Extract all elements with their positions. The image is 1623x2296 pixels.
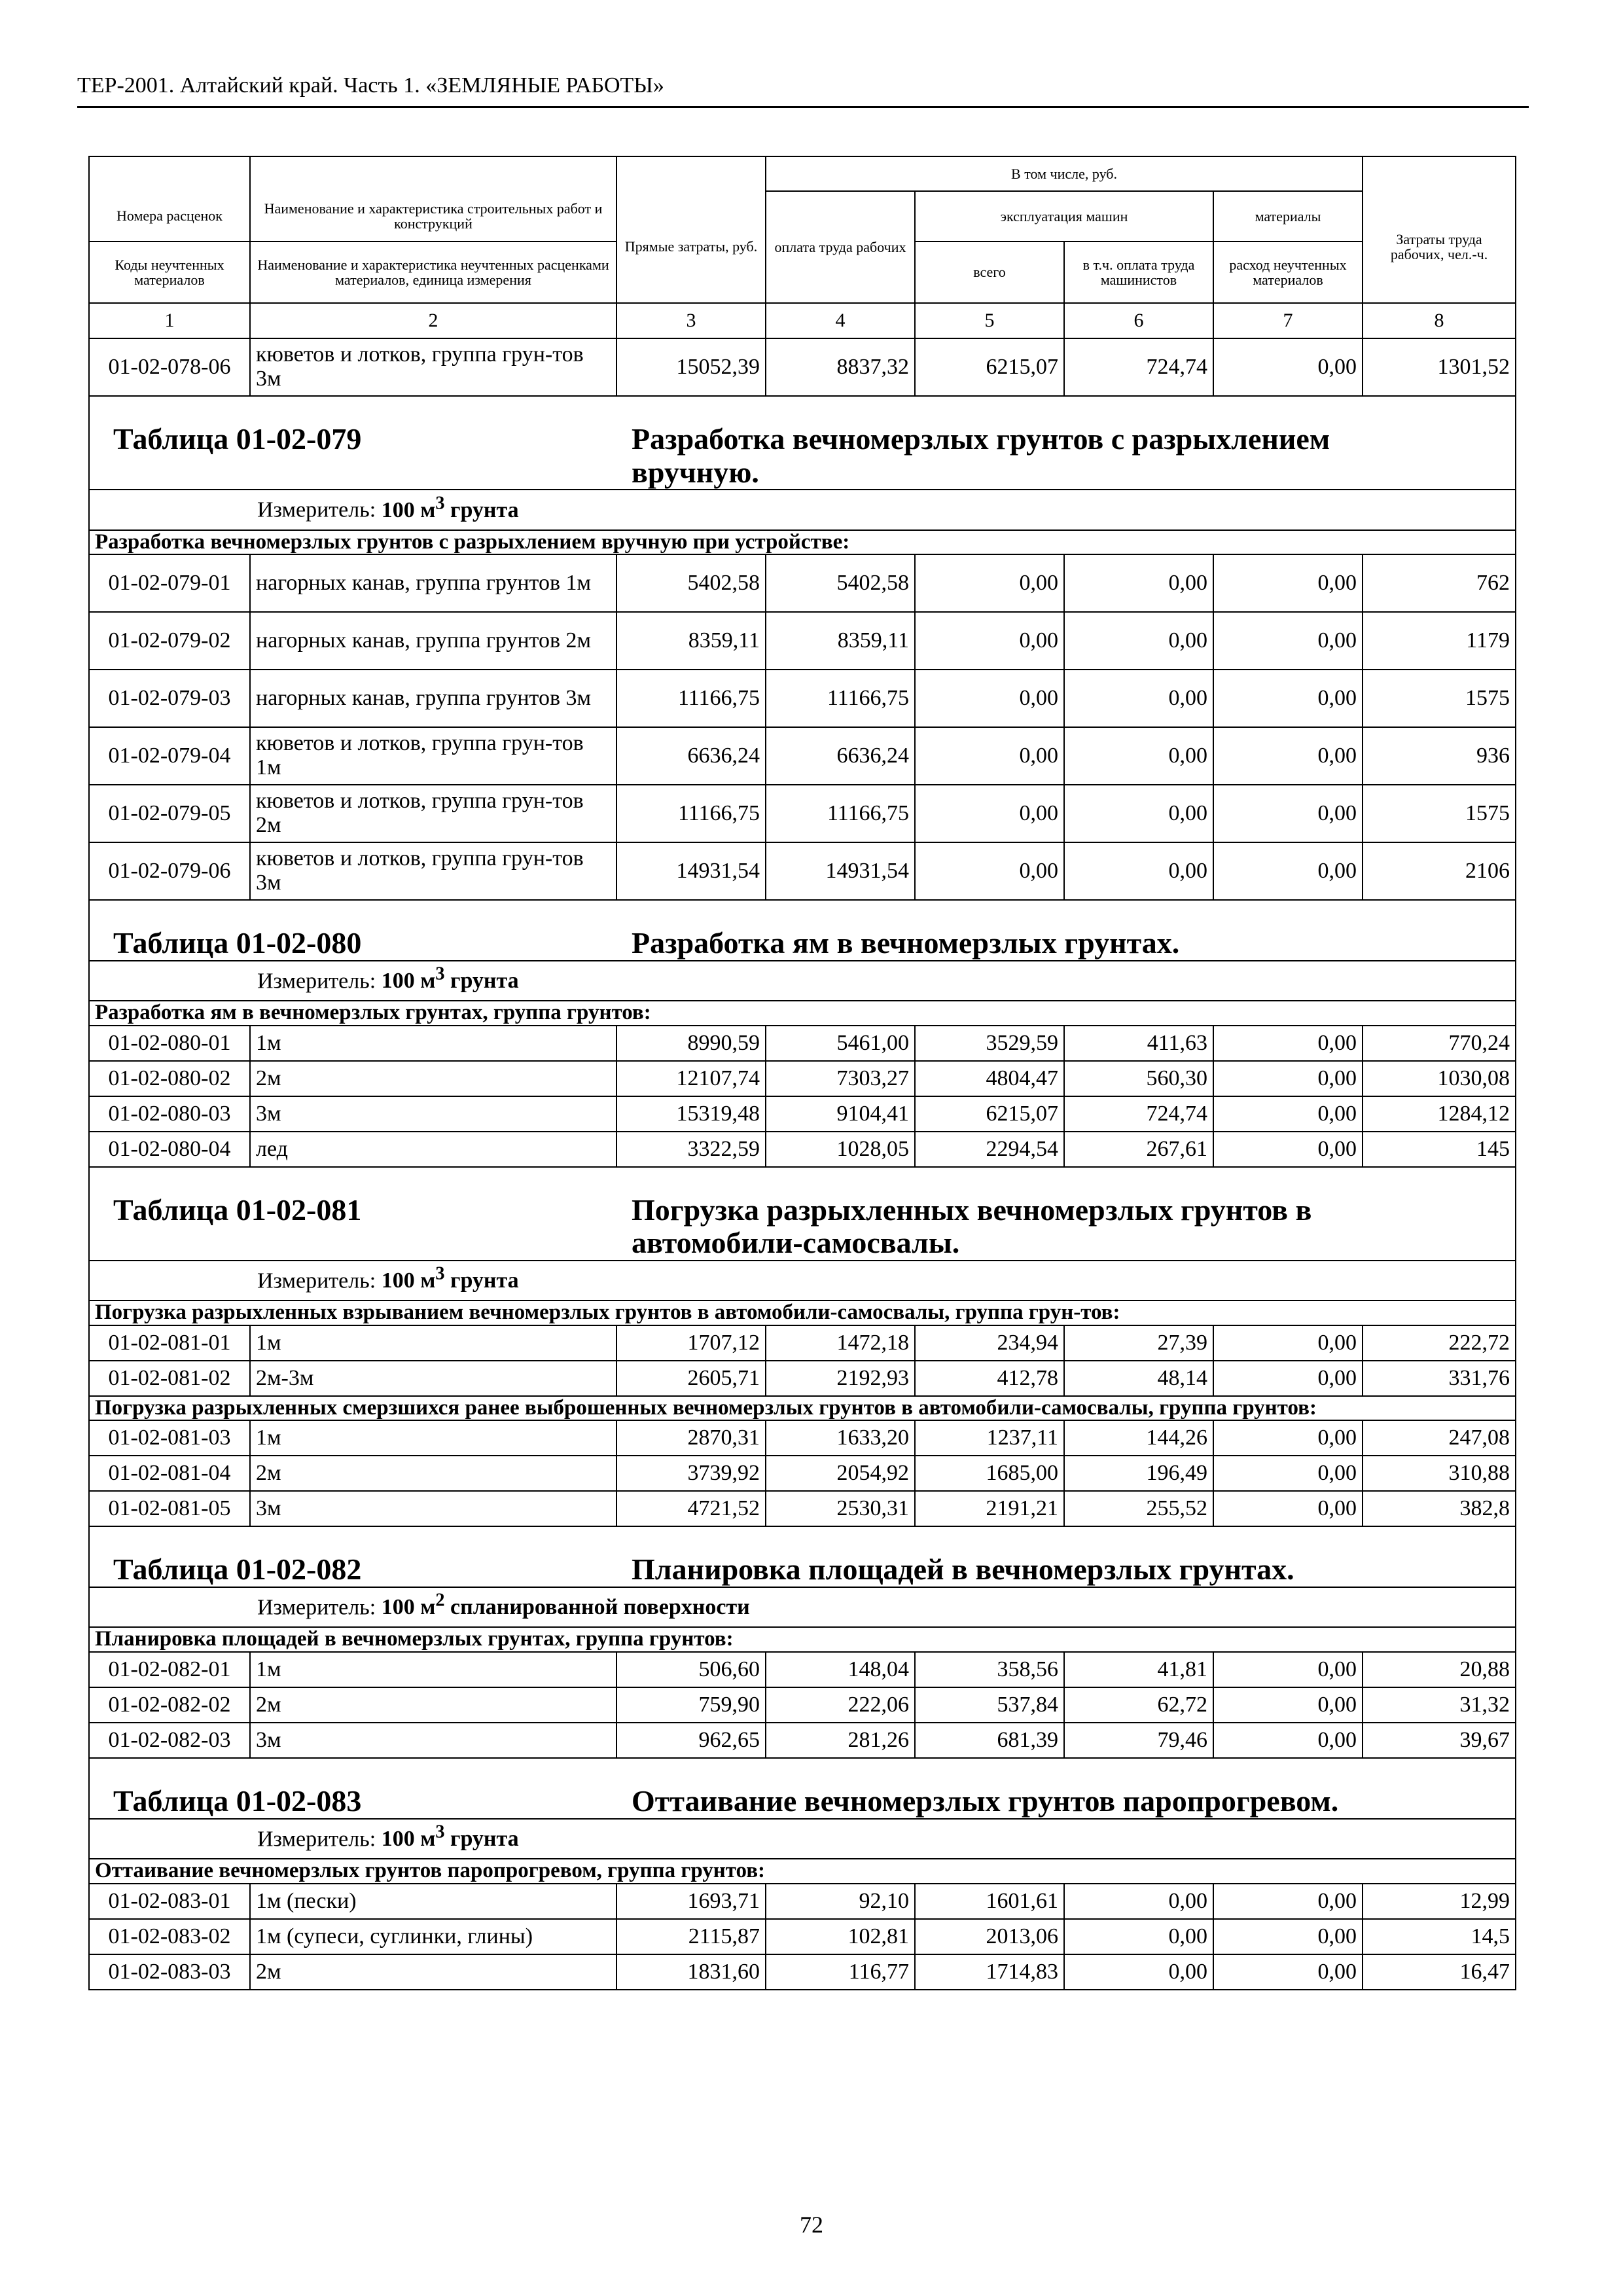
rate-value: 16,47 — [1363, 1954, 1516, 1990]
rate-value: 6636,24 — [766, 727, 915, 785]
unit-line — [95, 1588, 1510, 1626]
rate-value: 148,04 — [766, 1652, 915, 1687]
rate-value: 3739,92 — [616, 1456, 766, 1491]
table-row — [89, 1652, 1516, 1687]
rate-value: 27,39 — [1064, 1325, 1213, 1361]
rate-value: 0,00 — [1213, 612, 1363, 670]
table-row — [89, 1061, 1516, 1096]
header-col2-top: Наименование и характеристика строительных работ и конструкций — [250, 191, 616, 242]
table-row — [89, 1884, 1516, 1919]
rate-value: 8837,32 — [766, 338, 915, 396]
section-heading: Погрузка разрыхленных взрыванием вечномерзлых грунтов в автомобили-самосвалы, группа грун-тов: — [89, 1300, 1516, 1325]
rate-value: 0,00 — [915, 554, 1064, 612]
table-number: Таблица 01-02-080 — [113, 926, 362, 960]
section-heading: Планировка площадей в вечномерзлых грунтах, группа грунтов: — [89, 1627, 1516, 1652]
rate-value: 0,00 — [1064, 554, 1213, 612]
rate-value: 6636,24 — [616, 727, 766, 785]
table-title: Разработка ям в вечномерзлых грунтах. — [632, 926, 1180, 960]
rate-value: 1575 — [1363, 785, 1516, 842]
table-title-row — [89, 900, 1516, 961]
table-row — [89, 670, 1516, 727]
rate-value: 1030,08 — [1363, 1061, 1516, 1096]
rate-name: 1м — [250, 1325, 616, 1361]
table-title-row — [89, 1526, 1516, 1587]
unit-row — [89, 1261, 1516, 1300]
rate-value: 15052,39 — [616, 338, 766, 396]
unit-base: 100 м — [381, 1826, 436, 1851]
rate-value: 14,5 — [1363, 1919, 1516, 1954]
rate-value: 0,00 — [1064, 670, 1213, 727]
rate-value: 3529,59 — [915, 1026, 1064, 1061]
rate-value: 331,76 — [1363, 1361, 1516, 1396]
rate-value: 2870,31 — [616, 1420, 766, 1456]
table-row — [89, 785, 1516, 842]
table-number: Таблица 01-02-083 — [113, 1784, 362, 1818]
unit-subject: грунта — [444, 1826, 519, 1851]
rate-value: 2115,87 — [616, 1919, 766, 1954]
rate-value: 222,06 — [766, 1687, 915, 1723]
header-col1-top: Номера расценок — [89, 191, 250, 242]
unit-line — [95, 961, 1510, 1000]
rate-value: 92,10 — [766, 1884, 915, 1919]
rate-value: 8990,59 — [616, 1026, 766, 1061]
rate-value: 0,00 — [1213, 1652, 1363, 1687]
header-col1-bottom: Коды неучтенных материалов — [89, 242, 250, 303]
rate-value: 0,00 — [915, 612, 1064, 670]
rate-name: кюветов и лотков, группа грун-тов 2м — [250, 785, 616, 842]
unit-subject: грунта — [444, 497, 519, 522]
unit-base: 100 м — [381, 1268, 436, 1293]
rate-value: 0,00 — [1064, 1919, 1213, 1954]
col-number: 8 — [1363, 303, 1516, 338]
rate-value: 681,39 — [915, 1723, 1064, 1758]
rate-code: 01-02-080-03 — [89, 1096, 250, 1132]
rate-value: 247,08 — [1363, 1420, 1516, 1456]
rate-code: 01-02-083-03 — [89, 1954, 250, 1990]
table-number: Таблица 01-02-079 — [113, 422, 362, 456]
header-row-1 — [89, 156, 1516, 191]
unit-label: Измеритель: — [257, 969, 376, 994]
unit-row — [89, 1819, 1516, 1859]
rate-value: 2054,92 — [766, 1456, 915, 1491]
rate-value: 2013,06 — [915, 1919, 1064, 1954]
unit-row — [89, 1587, 1516, 1627]
rate-value: 39,67 — [1363, 1723, 1516, 1758]
rate-code: 01-02-080-04 — [89, 1132, 250, 1167]
rate-value: 31,32 — [1363, 1687, 1516, 1723]
table-title: Планировка площадей в вечномерзлых грунтах. — [632, 1552, 1294, 1587]
rate-value: 0,00 — [1213, 1325, 1363, 1361]
section-row — [89, 1859, 1516, 1884]
rate-value: 8359,11 — [766, 612, 915, 670]
rate-value: 759,90 — [616, 1687, 766, 1723]
unit-base: 100 м — [381, 497, 436, 522]
rate-value: 2192,93 — [766, 1361, 915, 1396]
table-row — [89, 842, 1516, 900]
rate-value: 537,84 — [915, 1687, 1064, 1723]
page-number: 72 — [800, 2212, 823, 2238]
header-number-row — [89, 303, 1516, 338]
rate-value: 0,00 — [1213, 1026, 1363, 1061]
rate-value: 936 — [1363, 727, 1516, 785]
rate-value: 281,26 — [766, 1723, 915, 1758]
table-number: Таблица 01-02-081 — [113, 1193, 362, 1227]
table-row — [89, 1420, 1516, 1456]
col-number: 7 — [1213, 303, 1363, 338]
rate-value: 0,00 — [915, 670, 1064, 727]
table-title: Погрузка разрыхленных вечномерзлых грунтов в автомобили-самосвалы. — [632, 1193, 1312, 1260]
table-row — [89, 727, 1516, 785]
rate-value: 14931,54 — [616, 842, 766, 900]
rate-value: 412,78 — [915, 1361, 1064, 1396]
rate-value: 255,52 — [1064, 1491, 1213, 1526]
table-row — [89, 1325, 1516, 1361]
table-row — [89, 338, 1516, 396]
rate-value: 1693,71 — [616, 1884, 766, 1919]
table-row — [89, 1361, 1516, 1396]
rate-code: 01-02-079-02 — [89, 612, 250, 670]
rate-value: 0,00 — [1213, 554, 1363, 612]
rate-value: 0,00 — [1213, 842, 1363, 900]
section-row — [89, 1001, 1516, 1026]
rate-value: 3322,59 — [616, 1132, 766, 1167]
rate-value: 5402,58 — [616, 554, 766, 612]
rate-name: нагорных канав, группа грунтов 3м — [250, 670, 616, 727]
running-head: ТЕР-2001. Алтайский край. Часть 1. «ЗЕМЛЯНЫЕ РАБОТЫ» — [77, 73, 664, 98]
rate-value: 1633,20 — [766, 1420, 915, 1456]
rate-value: 5461,00 — [766, 1026, 915, 1061]
unit-base: 100 м — [381, 969, 436, 994]
rate-name: кюветов и лотков, группа грун-тов 3м — [250, 842, 616, 900]
rate-value: 506,60 — [616, 1652, 766, 1687]
unit-exponent: 3 — [435, 1263, 445, 1284]
rate-name: лед — [250, 1132, 616, 1167]
section-heading: Разработка вечномерзлых грунтов с разрыхлением вручную при устройстве: — [89, 530, 1516, 555]
table-row — [89, 612, 1516, 670]
rate-value: 0,00 — [915, 785, 1064, 842]
rate-name: нагорных канав, группа грунтов 2м — [250, 612, 616, 670]
rate-value: 724,74 — [1064, 338, 1213, 396]
rate-value: 0,00 — [1064, 1954, 1213, 1990]
rate-value: 20,88 — [1363, 1652, 1516, 1687]
unit-label: Измеритель: — [257, 1826, 376, 1851]
rate-value: 1237,11 — [915, 1420, 1064, 1456]
rate-value: 0,00 — [1213, 338, 1363, 396]
header-materials: материалы — [1213, 191, 1363, 242]
col-number: 6 — [1064, 303, 1213, 338]
rate-value: 41,81 — [1064, 1652, 1213, 1687]
rate-code: 01-02-082-02 — [89, 1687, 250, 1723]
unit-label: Измеритель: — [257, 497, 376, 522]
section-heading: Погрузка разрыхленных смерзшихся ранее выброшенных вечномерзлых грунтов в автомобили-самосвалы, группа грунтов: — [89, 1396, 1516, 1421]
unit-line — [95, 1261, 1510, 1300]
unit-value — [381, 1590, 750, 1620]
rate-code: 01-02-078-06 — [89, 338, 250, 396]
rate-value: 0,00 — [1213, 1456, 1363, 1491]
rate-value: 5402,58 — [766, 554, 915, 612]
rate-value: 1028,05 — [766, 1132, 915, 1167]
unit-line — [95, 490, 1510, 529]
section-heading: Оттаивание вечномерзлых грунтов паропрогревом, группа грунтов: — [89, 1859, 1516, 1884]
rate-value: 4721,52 — [616, 1491, 766, 1526]
rate-value: 770,24 — [1363, 1026, 1516, 1061]
rate-code: 01-02-079-06 — [89, 842, 250, 900]
rate-value: 560,30 — [1064, 1061, 1213, 1096]
rate-value: 0,00 — [1213, 1723, 1363, 1758]
rate-value: 9104,41 — [766, 1096, 915, 1132]
rate-value: 11166,75 — [766, 785, 915, 842]
rate-code: 01-02-081-01 — [89, 1325, 250, 1361]
rate-value: 0,00 — [1213, 1361, 1363, 1396]
table-row — [89, 1096, 1516, 1132]
rate-value: 116,77 — [766, 1954, 915, 1990]
header-machines: эксплуатация машин — [915, 191, 1213, 242]
table-row — [89, 1491, 1516, 1526]
rate-value: 962,65 — [616, 1723, 766, 1758]
unit-value — [381, 493, 519, 522]
rate-name: 2м — [250, 1061, 616, 1096]
unit-label: Измеритель: — [257, 1595, 376, 1620]
rate-value: 1685,00 — [915, 1456, 1064, 1491]
rate-name: кюветов и лотков, группа грун-тов 1м — [250, 727, 616, 785]
rate-code: 01-02-082-01 — [89, 1652, 250, 1687]
rate-value: 0,00 — [1213, 670, 1363, 727]
rate-value: 145 — [1363, 1132, 1516, 1167]
rate-value: 0,00 — [1064, 785, 1213, 842]
section-row — [89, 1396, 1516, 1421]
table-title: Разработка вечномерзлых грунтов с разрыхлением вручную. — [632, 422, 1330, 489]
unit-subject: спланированной поверхности — [444, 1595, 750, 1620]
rate-value: 0,00 — [1213, 1954, 1363, 1990]
rate-name: 3м — [250, 1723, 616, 1758]
rate-value: 4804,47 — [915, 1061, 1064, 1096]
table-row — [89, 1456, 1516, 1491]
rate-value: 0,00 — [1213, 1919, 1363, 1954]
rate-value: 11166,75 — [766, 670, 915, 727]
rate-value: 1601,61 — [915, 1884, 1064, 1919]
rate-value: 358,56 — [915, 1652, 1064, 1687]
rate-value: 382,8 — [1363, 1491, 1516, 1526]
col-number: 4 — [766, 303, 915, 338]
rate-value: 2106 — [1363, 842, 1516, 900]
table-row — [89, 1954, 1516, 1990]
rate-value: 2605,71 — [616, 1361, 766, 1396]
rate-name: 2м — [250, 1954, 616, 1990]
rate-value: 0,00 — [1213, 727, 1363, 785]
rate-code: 01-02-081-05 — [89, 1491, 250, 1526]
header-col2-bottom: Наименование и характеристика неучтенных расценками материалов, единица измерения — [250, 242, 616, 303]
rate-value: 1301,52 — [1363, 338, 1516, 396]
rate-name: 2м-3м — [250, 1361, 616, 1396]
header-col8: Затраты труда рабочих, чел.-ч. — [1363, 191, 1516, 303]
rate-value: 0,00 — [1064, 1884, 1213, 1919]
table-row — [89, 1687, 1516, 1723]
rate-value: 11166,75 — [616, 670, 766, 727]
rate-code: 01-02-079-01 — [89, 554, 250, 612]
rate-name: 2м — [250, 1456, 616, 1491]
unit-subject: грунта — [444, 1268, 519, 1293]
rate-value: 724,74 — [1064, 1096, 1213, 1132]
rate-value: 310,88 — [1363, 1456, 1516, 1491]
rate-value: 0,00 — [1213, 785, 1363, 842]
rate-code: 01-02-080-01 — [89, 1026, 250, 1061]
rate-value: 0,00 — [915, 727, 1064, 785]
header-rule — [77, 106, 1529, 108]
table-row — [89, 554, 1516, 612]
table-number: Таблица 01-02-082 — [113, 1552, 362, 1587]
section-row — [89, 530, 1516, 555]
rate-code: 01-02-083-02 — [89, 1919, 250, 1954]
rate-value: 0,00 — [1213, 1420, 1363, 1456]
rate-value: 0,00 — [1213, 1061, 1363, 1096]
rate-value: 0,00 — [1213, 1491, 1363, 1526]
unit-exponent: 3 — [435, 963, 445, 984]
rates-table — [88, 156, 1516, 1990]
rate-value: 1714,83 — [915, 1954, 1064, 1990]
rate-value: 11166,75 — [616, 785, 766, 842]
unit-exponent: 3 — [435, 1821, 445, 1842]
header-col7: расход неучтенных материалов — [1213, 242, 1363, 303]
rate-value: 62,72 — [1064, 1687, 1213, 1723]
rate-value: 6215,07 — [915, 1096, 1064, 1132]
rate-name: 2м — [250, 1687, 616, 1723]
rate-value: 1575 — [1363, 670, 1516, 727]
section-row — [89, 1300, 1516, 1325]
rate-value: 267,61 — [1064, 1132, 1213, 1167]
rate-code: 01-02-081-04 — [89, 1456, 250, 1491]
rate-value: 102,81 — [766, 1919, 915, 1954]
rate-value: 1472,18 — [766, 1325, 915, 1361]
table-row — [89, 1132, 1516, 1167]
table-title-row — [89, 1758, 1516, 1819]
rate-value: 0,00 — [1064, 727, 1213, 785]
rate-value: 0,00 — [1064, 612, 1213, 670]
table-title-row — [89, 396, 1516, 490]
rate-name: 3м — [250, 1096, 616, 1132]
header-col3: Прямые затраты, руб. — [616, 191, 766, 303]
rate-value: 1284,12 — [1363, 1096, 1516, 1132]
unit-exponent: 3 — [435, 493, 445, 514]
rate-value: 2530,31 — [766, 1491, 915, 1526]
rate-value: 12,99 — [1363, 1884, 1516, 1919]
rate-name: 1м (супеси, суглинки, глины) — [250, 1919, 616, 1954]
col-number: 1 — [89, 303, 250, 338]
rate-name: 3м — [250, 1491, 616, 1526]
header-col6: в т.ч. оплата труда машинистов — [1064, 242, 1213, 303]
rate-value: 0,00 — [1213, 1687, 1363, 1723]
rate-value: 0,00 — [915, 842, 1064, 900]
rate-code: 01-02-082-03 — [89, 1723, 250, 1758]
rate-code: 01-02-079-05 — [89, 785, 250, 842]
unit-exponent: 2 — [435, 1590, 445, 1611]
rate-value: 0,00 — [1213, 1132, 1363, 1167]
rate-code: 01-02-079-03 — [89, 670, 250, 727]
rate-value: 6215,07 — [915, 338, 1064, 396]
rate-code: 01-02-080-02 — [89, 1061, 250, 1096]
unit-row — [89, 961, 1516, 1001]
rate-name: 1м — [250, 1026, 616, 1061]
rate-value: 1707,12 — [616, 1325, 766, 1361]
rate-value: 0,00 — [1213, 1884, 1363, 1919]
rate-value: 0,00 — [1064, 842, 1213, 900]
rate-value: 0,00 — [1213, 1096, 1363, 1132]
rate-value: 1831,60 — [616, 1954, 766, 1990]
header-col4: оплата труда рабочих — [766, 191, 915, 303]
rate-code: 01-02-081-02 — [89, 1361, 250, 1396]
unit-subject: грунта — [444, 969, 519, 994]
unit-value — [381, 1821, 519, 1851]
header-col5: всего — [915, 242, 1064, 303]
rate-code: 01-02-081-03 — [89, 1420, 250, 1456]
section-row — [89, 1627, 1516, 1652]
rate-name: нагорных канав, группа грунтов 1м — [250, 554, 616, 612]
header-incl: В том числе, руб. — [766, 156, 1363, 191]
unit-value — [381, 1263, 519, 1293]
col-number: 5 — [915, 303, 1064, 338]
unit-base: 100 м — [381, 1595, 436, 1620]
col-number: 3 — [616, 303, 766, 338]
rate-value: 15319,48 — [616, 1096, 766, 1132]
section-heading: Разработка ям в вечномерзлых грунтах, группа грунтов: — [89, 1001, 1516, 1026]
rate-code: 01-02-079-04 — [89, 727, 250, 785]
rate-value: 411,63 — [1064, 1026, 1213, 1061]
rate-name: 1м — [250, 1652, 616, 1687]
table-row — [89, 1919, 1516, 1954]
table-title: Оттаивание вечномерзлых грунтов паропрогревом. — [632, 1784, 1339, 1818]
rate-value: 8359,11 — [616, 612, 766, 670]
unit-value — [381, 963, 519, 994]
rate-value: 2191,21 — [915, 1491, 1064, 1526]
table-title-row — [89, 1167, 1516, 1261]
rate-value: 2294,54 — [915, 1132, 1064, 1167]
col-number: 2 — [250, 303, 616, 338]
rate-name: 1м (пески) — [250, 1884, 616, 1919]
rate-value: 79,46 — [1064, 1723, 1213, 1758]
rate-code: 01-02-083-01 — [89, 1884, 250, 1919]
unit-label: Измеритель: — [257, 1268, 376, 1293]
table-row — [89, 1723, 1516, 1758]
rate-value: 7303,27 — [766, 1061, 915, 1096]
rate-value: 14931,54 — [766, 842, 915, 900]
unit-row — [89, 490, 1516, 529]
rate-value: 762 — [1363, 554, 1516, 612]
rate-value: 48,14 — [1064, 1361, 1213, 1396]
rate-value: 12107,74 — [616, 1061, 766, 1096]
unit-line — [95, 1820, 1510, 1858]
header-row-2 — [89, 191, 1516, 242]
rate-name: кюветов и лотков, группа грун-тов 3м — [250, 338, 616, 396]
rate-value: 144,26 — [1064, 1420, 1213, 1456]
rate-value: 196,49 — [1064, 1456, 1213, 1491]
rate-name: 1м — [250, 1420, 616, 1456]
rate-value: 222,72 — [1363, 1325, 1516, 1361]
rate-value: 234,94 — [915, 1325, 1064, 1361]
table-row — [89, 1026, 1516, 1061]
rate-value: 1179 — [1363, 612, 1516, 670]
